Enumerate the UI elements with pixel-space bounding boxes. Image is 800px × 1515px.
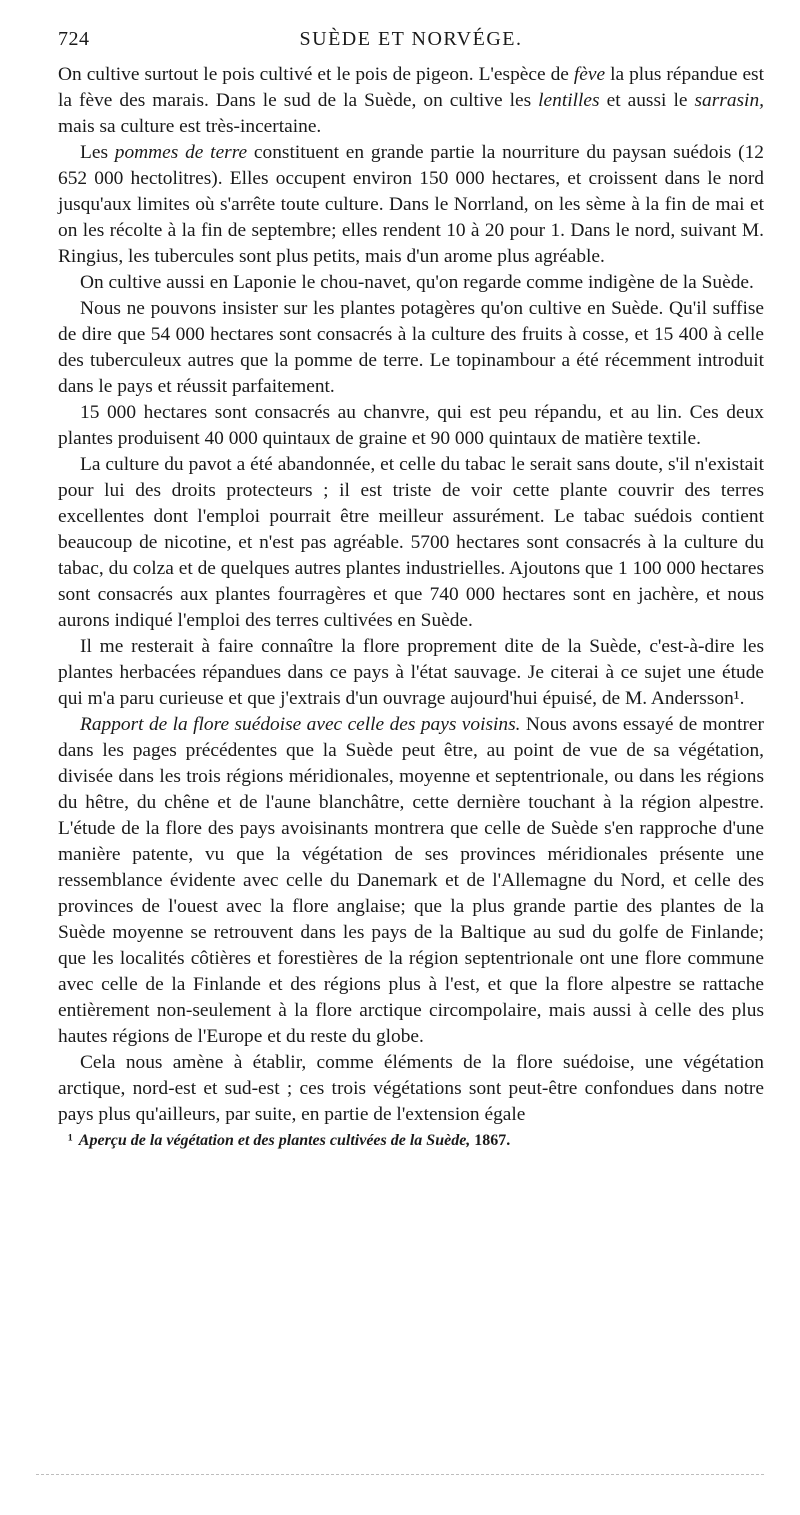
footnote-mark: ¹ — [68, 1132, 73, 1149]
text-run: Cela nous amène à établir, comme éléments de la flore suédoise, une végétation arctique, nord-est et sud-est ; ces trois végétations sont peut-être confondues dans notre pays plus qu'ailleurs, par suite, en partie de l'extension égale — [58, 1052, 764, 1125]
text-run: On cultive aussi en Laponie le chou-navet, qu'on regarde comme indigène de la Suède. — [80, 272, 754, 293]
footnote-text: Aperçu de la végétation et des plantes cultivées de la Suède, — [78, 1132, 471, 1149]
text-run: Les — [80, 142, 115, 163]
paragraph — [58, 712, 764, 1050]
text-run: la plus répandue est la fève des marais. Dans le sud de la Suède, on cultive les — [58, 64, 764, 111]
footnote-year: 1867. — [470, 1132, 511, 1149]
paragraph — [58, 1050, 764, 1128]
text-run: et aussi le — [599, 90, 695, 111]
paragraph — [58, 400, 764, 452]
paragraph — [58, 270, 764, 296]
bottom-rule — [36, 1474, 764, 1475]
paragraph — [58, 452, 764, 634]
running-title: SUÈDE ET NORVÉGE. — [299, 28, 523, 50]
text-run: Il me resterait à faire connaître la flore proprement dite de la Suède, c'est-à-dire les plantes herbacées répandues dans ce pays à l'état sauvage. Je citerai à ce sujet une étude qui m'a paru curieuse et que j'extrais d'un ouvrage aujourd'hui épuisé, de M. Andersson¹. — [58, 636, 764, 709]
text-run: constituent en grande partie la nourriture du paysan suédois (12 652 000 hectolitres). Elles occupent environ 150 000 hectares, et croissent dans le nord jusqu'aux limites où s'arrête toute culture. Dans le Norrland, on les sème à la fin de mai et on les récolte à la fin de septembre; elles rendent 10 à 20 pour 1. Dans le nord, suivant M. Ringius, les tubercules sont plus petits, mais d'un arome plus agréable. — [58, 142, 764, 267]
text-run: On cultive surtout le pois cultivé et le pois de pigeon. L'espèce de — [58, 64, 574, 85]
paragraph — [58, 296, 764, 400]
italic-text: Rapport de la flore suédoise avec celle des pays voisins. — [80, 714, 521, 735]
text-run: La culture du pavot a été abandonnée, et celle du tabac le serait sans doute, s'il n'existait pour lui des droits protecteurs ; il est triste de voir cette plante couvrir des terres excellentes dont l'emploi pourrait être meilleur assurément. Le tabac suédois contient beaucoup de nicotine, et n'est pas agréable. 5700 hectares sont consacrés à la culture du tabac, du colza et de quelques autres plantes industrielles. Ajoutons que 1 100 000 hectares sont consacrés aux plantes fourragères et que 740 000 hectares sont en jachère, et nous aurons indiqué l'emploi des terres cultivées en Suède. — [58, 454, 764, 631]
body-text — [58, 62, 764, 1128]
italic-text: pommes de terre — [114, 142, 248, 163]
paragraph — [58, 62, 764, 140]
page-number: 724 — [58, 28, 90, 50]
text-run: 15 000 hectares sont consacrés au chanvre, qui est peu répandu, et au lin. Ces deux plantes produisent 40 000 quintaux de graine et 90 000 quintaux de matière textile. — [58, 402, 764, 449]
text-run: Nous avons essayé de montrer dans les pages précédentes que la Suède peut être, au point de vue de sa végétation, divisée dans les trois régions méridionales, moyenne et septentrionale, ou dans les régions du hêtre, du chêne et de l'aune blanchâtre, cette dernière touchant à la région alpestre. L'étude de la flore des pays avoisinants montrera que celle de Suède s'en rapproche d'une manière patente, vu que la végétation de ses provinces méridionales présente une ressemblance évidente avec celle du Danemark et de l'Allemagne du Nord, et celle des provinces de l'ouest avec la flore anglaise; que la plus grande partie des plantes de la Suède moyenne se retrouvent dans les pays de la Baltique au sud du golfe de Finlande; que les localités côtières et forestières de la région septentrionale ont une flore commune avec celle de la Finlande et des régions plus à l'est, et que la flore alpestre se rattache entièrement non-seulement à la flore arctique circompolaire, mais aussi à celle des plus hautes régions de l'Europe et du reste du globe. — [58, 714, 764, 1047]
paragraph — [58, 634, 764, 712]
paragraph — [58, 140, 764, 270]
footnote — [58, 1130, 764, 1152]
text-run: mais sa culture est très-incertaine. — [58, 116, 322, 137]
italic-text: fève — [573, 64, 606, 85]
page-header — [58, 28, 764, 62]
italic-text: lentilles — [538, 90, 600, 111]
text-run: Nous ne pouvons insister sur les plantes potagères qu'on cultive en Suède. Qu'il suffise de dire que 54 000 hectares sont consacrés à la culture des fruits à cosse, et 15 400 à celle des tuberculeux autres que la pomme de terre. Le topinambour a été récemment introduit dans le pays et réussit parfaitement. — [58, 298, 764, 397]
italic-text: sarrasin, — [694, 90, 764, 111]
